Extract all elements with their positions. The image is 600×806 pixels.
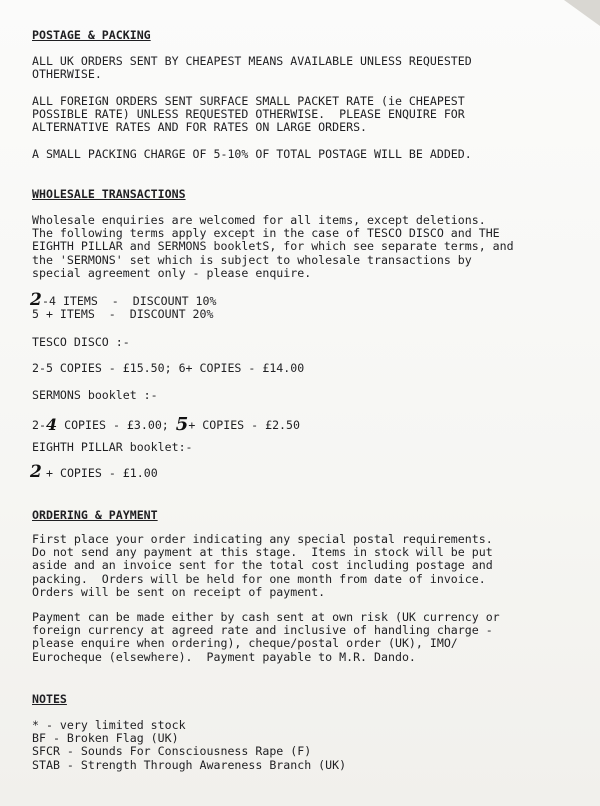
sermons-terms: 2-4 COPIES - £3.00; 5+ COPIES - £2.50 <box>32 414 300 435</box>
list-item: STAB - Strength Through Awareness Branch (UK) <box>32 757 347 772</box>
list-item: * - very limited stock <box>32 718 186 732</box>
pillar-terms: + COPIES - £1.00 <box>46 466 158 480</box>
ordering-paragraph-1: First place your order indicating any special postal requirements. Do not send any payment at this stage. Items in stock will be put aside and an invoice sent for the total cost including postage and packing. Orders will be held for one month from date of invoice. Orders will be sent on receipt of payment. <box>32 532 493 599</box>
discount-line-1: -4 ITEMS - DISCOUNT 10% <box>42 294 217 308</box>
ordering-paragraph-2: Payment can be made either by cash sent at own risk (UK currency or foreign currency at agreed rate and inclusive of handling charge - please enquire when ordering), cheque/postal order (UK), IMO/ Eurocheque (elsewhere). Payment payable to M.R. Dando. <box>32 610 500 664</box>
notes-heading: NOTES <box>32 692 67 706</box>
sermons-label: SERMONS booklet :- <box>32 388 158 402</box>
postage-heading: POSTAGE & PACKING <box>32 28 151 42</box>
postage-paragraph-2: ALL FOREIGN ORDERS SENT SURFACE SMALL PACKET RATE (ie CHEAPEST POSSIBLE RATE) UNLESS REQUESTED OTHERWISE. PLEASE ENQUIRE FOR ALTERNATIVE RATES AND FOR RATES ON LARGE ORDERS. <box>32 94 465 135</box>
list-item: BF - Broken Flag (UK) <box>32 731 179 746</box>
handwritten-digit: 2 <box>30 290 42 310</box>
notes-list <box>32 719 346 772</box>
folded-corner <box>564 0 600 26</box>
postage-paragraph-3: A SMALL PACKING CHARGE OF 5-10% OF TOTAL POSTAGE WILL BE ADDED. <box>32 147 472 161</box>
postage-paragraph-1: ALL UK ORDERS SENT BY CHEAPEST MEANS AVAILABLE UNLESS REQUESTED OTHERWISE. <box>32 54 472 82</box>
tesco-label: TESCO DISCO :- <box>32 335 130 349</box>
ordering-heading: ORDERING & PAYMENT <box>32 508 158 522</box>
wholesale-intro: Wholesale enquiries are welcomed for all items, except deletions. The following terms apply except in the case of TESCO DISCO and THE EIGHTH PILLAR and SERMONS bookletS, for which see separate terms, and the 'SERMONS' set which is subject to wholesale transactions by special agreement only - please enquire. <box>32 213 514 280</box>
list-item: SFCR - Sounds For Consciousness Rape (F) <box>32 744 312 759</box>
handwritten-digit: 5 <box>175 414 189 435</box>
discount-line-2: 5 + ITEMS - DISCOUNT 20% <box>32 307 214 321</box>
handwritten-digit: 2 <box>30 462 42 482</box>
tesco-terms: 2-5 COPIES - £15.50; 6+ COPIES - £14.00 <box>32 361 305 375</box>
wholesale-heading: WHOLESALE TRANSACTIONS <box>32 187 186 201</box>
handwritten-digit: 4 <box>45 415 58 434</box>
pillar-label: EIGHTH PILLAR booklet:- <box>32 440 193 454</box>
